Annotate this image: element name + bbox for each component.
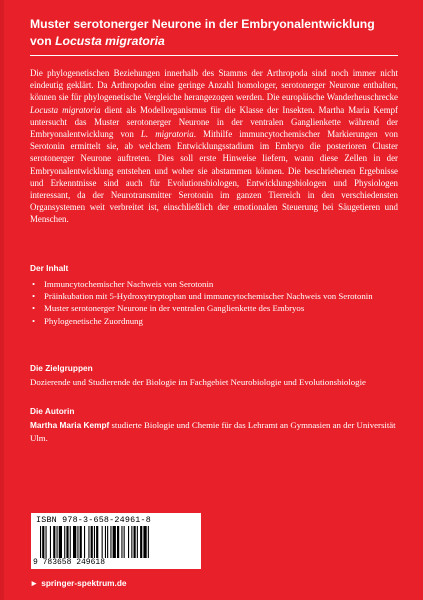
description-part-2: dient als Modellorganismus für die Klasse der Insekten. Martha Maria Kempf untersucht das Muster serotonerger Neurone in der ventralen Ganglienkette während der Embryonalentwicklung von [30,104,398,140]
author-heading: Die Autorin [30,406,75,416]
contents-item: • Immuncytochemischer Nachweis von Serotonin [30,278,390,290]
author-bio [30,419,398,444]
isbn-label: ISBN 978-3-658-24961-8 [36,515,151,525]
contents-list [30,278,390,327]
barcode-bar [131,526,132,558]
barcode-bar [148,526,149,558]
contents-item: • Phylogenetische Zuordnung [30,315,390,327]
barcode-bar [105,526,106,558]
barcode-bar [59,526,62,558]
barcode-bar [66,526,68,558]
barcode-bar [107,526,108,558]
barcode-bar [46,526,47,558]
contents-item: • Muster serotonerger Neurone in der ventralen Ganglienkette des Embryos [30,302,390,314]
audience-heading: Die Zielgruppen [30,363,93,373]
title-species: Locusta migratoria [55,34,165,48]
publisher-url: springer-spektrum.de [41,578,127,588]
barcode-bar [91,526,93,558]
barcode-bar [140,526,142,558]
barcode-bar [102,526,103,558]
barcode-bar [143,526,146,558]
barcode-digits: 9 783658 249618 [33,558,106,567]
barcode-bar [128,526,129,558]
barcode-bar [57,526,58,558]
title-line-2-prefix: von [30,34,56,48]
description-part-3: . Mithilfe immuncytochemischer Markierungen von Serotonin ermittelt sie, ab welchem Entwicklungsstadium im Embryo die posterioren Cluster serotonerger Neurone auftreten. Dies soll erste Hinweise liefern, wann diese Zellen in der Embryonalentwicklung entstehen und woher sie abstammen können. Die beschriebenen Ergebnisse und Erkenntnisse sind auch für Evolutionsbiologen, Entwicklungsbiologen und Physiologen interessant, da der Neurotransmitter Serotonin im ganzen Tierreich in den verschiedensten Organsystemen weit verbreitet ist, einschließlich der emotionalen Steuerung bei Säugetieren und Menschen. [30,129,398,225]
description-part-1: Die phylogenetischen Beziehungen innerhalb des Stamms der Arthropoda sind noch immer nicht eindeutig geklärt. Da Arthropoden eine geringe Anzahl homologer, serotonerger Neurone enthalten, können sie für phylogenetische Vergleiche herangezogen werden. Die europäische Wanderheuschrecke [30,68,398,103]
contents-item: • Präinkubation mit 5-Hydroxytryptophan und immuncytochemischer Nachweis von Serotonin [30,290,390,302]
barcode-bar [121,526,122,558]
isbn-barcode [31,513,201,569]
barcode-bar [94,526,95,558]
barcode-bar [96,526,98,558]
barcode-bar [50,526,51,558]
barcode-bar [113,526,116,558]
title-divider [30,55,398,56]
contents-heading: Der Inhalt [30,263,69,273]
barcode-bar [77,526,78,558]
barcode-bar [73,526,76,558]
barcode-bar [117,526,119,558]
barcode-bar [88,526,89,558]
book-title [30,16,400,50]
barcode-bar [124,526,125,558]
publisher-link[interactable] [30,578,127,588]
title-line-1: Muster serotonerger Neurone in der Embryonalentwicklung [30,17,375,31]
barcode-bar [80,526,82,558]
barcode-bar [70,526,71,558]
author-name: Martha Maria Kempf [30,420,110,430]
barcode-bar [64,526,65,558]
description-paragraph [30,67,398,226]
spine-edge [0,0,4,600]
barcode-bar [42,526,44,558]
barcode-bar [53,526,55,558]
barcode-bar [134,526,136,558]
barcode-bar [110,526,111,558]
audience-text: Dozierende und Studierende der Biologie im Fachgebiet Neurobiologie und Evolutionsbiologie [30,377,366,387]
barcode-bars [40,526,192,558]
author-text: studierte Biologie und Chemie für das Lehramt an Gymnasien an der Universität Ulm. [30,420,396,443]
barcode-bar [40,526,41,558]
description-species-1: Locusta migratoria [30,104,101,115]
barcode-bar [84,526,85,558]
arrow-right-icon: ► [30,578,39,588]
barcode-bar [137,526,138,558]
description-species-2: L. migratoria [140,129,194,140]
